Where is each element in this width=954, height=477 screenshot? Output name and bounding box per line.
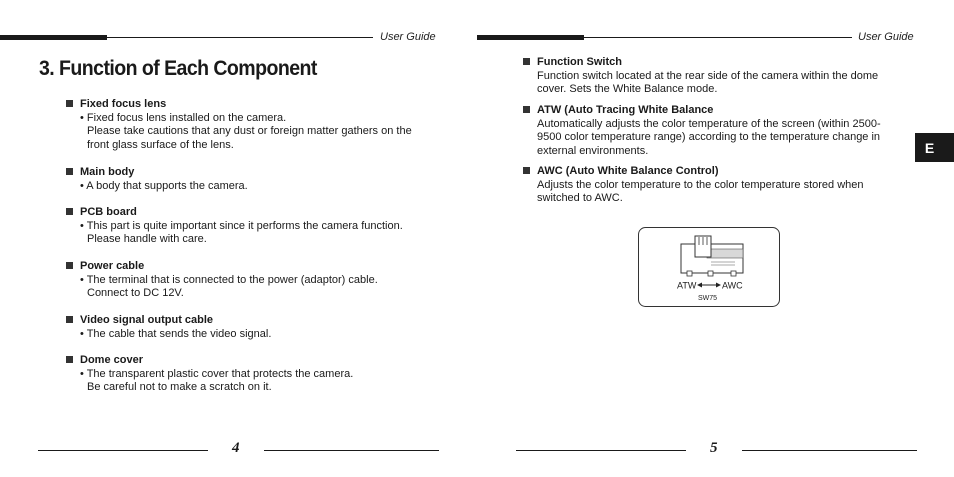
section-heading: Dome cover [80, 354, 353, 368]
left-footer-rule-1 [38, 450, 208, 451]
section-text: • Fixed focus lens installed on the camera. [80, 111, 287, 124]
section-text: Function switch located at the rear side of the camera within the dome [537, 69, 879, 82]
section-text: Be careful not to make a scratch on it. [87, 381, 272, 393]
section-text: Please take cautions that any dust or foreign matter gathers on the [87, 125, 412, 137]
section-text: • The terminal that is connected to the power (adaptor) cable. [80, 273, 378, 286]
switch-diagram [638, 227, 780, 307]
section-text: Connect to DC 12V. [87, 287, 184, 299]
function-switch-figure [638, 227, 780, 307]
right-header-label: User Guide [858, 31, 914, 43]
right-header-bar [477, 35, 584, 40]
section-heading: Video signal output cable [80, 314, 271, 328]
section-text: Adjusts the color temperature to the color temperature stored when [537, 178, 864, 191]
section-heading: Main body [80, 166, 248, 180]
left-header-label: User Guide [380, 31, 436, 43]
switch-slot [707, 249, 743, 258]
right-footer-rule-2 [742, 450, 917, 451]
section-text: cover. Sets the White Balance mode. [537, 83, 718, 95]
section-pcb-board [80, 206, 403, 247]
section-text: • This part is quite important since it performs the camera function. [80, 219, 403, 232]
section-heading: Function Switch [537, 56, 878, 70]
section-heading: Power cable [80, 260, 378, 274]
section-text: front glass surface of the lens. [87, 138, 234, 151]
section-tab-e: E [915, 133, 954, 162]
section-awc [537, 165, 864, 206]
section-dome-cover [80, 354, 353, 395]
page-title: 3. Function of Each Component [39, 57, 317, 80]
section-text: switched to AWC. [537, 192, 623, 204]
section-function-switch [537, 56, 878, 97]
section-text: • The transparent plastic cover that protects the camera. [80, 367, 354, 380]
section-heading: PCB board [80, 206, 403, 220]
section-fixed-focus-lens [80, 98, 412, 152]
section-text: Automatically adjusts the color temperature of the screen (within 2500- [537, 117, 881, 130]
section-text: Please handle with care. [87, 233, 207, 245]
section-video-signal-output-cable [80, 314, 271, 341]
right-header-rule [584, 37, 852, 38]
page-number-left: 4 [232, 440, 240, 456]
model-label: SW75 [698, 295, 718, 302]
page-number-right: 5 [710, 440, 718, 456]
left-footer-rule-2 [264, 450, 439, 451]
section-text: 9500 color temperature range) according to the temperature change in [537, 131, 881, 143]
left-header-rule [107, 37, 373, 38]
awc-label: AWC [722, 280, 743, 291]
right-footer-rule-1 [516, 450, 686, 451]
section-main-body [80, 166, 248, 193]
section-heading: Fixed focus lens [80, 98, 412, 112]
section-atw [537, 104, 881, 158]
left-header-bar [0, 35, 107, 40]
section-text: • The cable that sends the video signal. [80, 327, 272, 340]
atw-label: ATW [677, 280, 697, 291]
section-power-cable [80, 260, 378, 301]
switch-body [681, 244, 743, 273]
section-text: external environments. [537, 144, 649, 157]
section-heading: ATW (Auto Tracing White Balance [537, 104, 881, 118]
section-heading: AWC (Auto White Balance Control) [537, 165, 864, 179]
section-text: • A body that supports the camera. [80, 179, 248, 192]
